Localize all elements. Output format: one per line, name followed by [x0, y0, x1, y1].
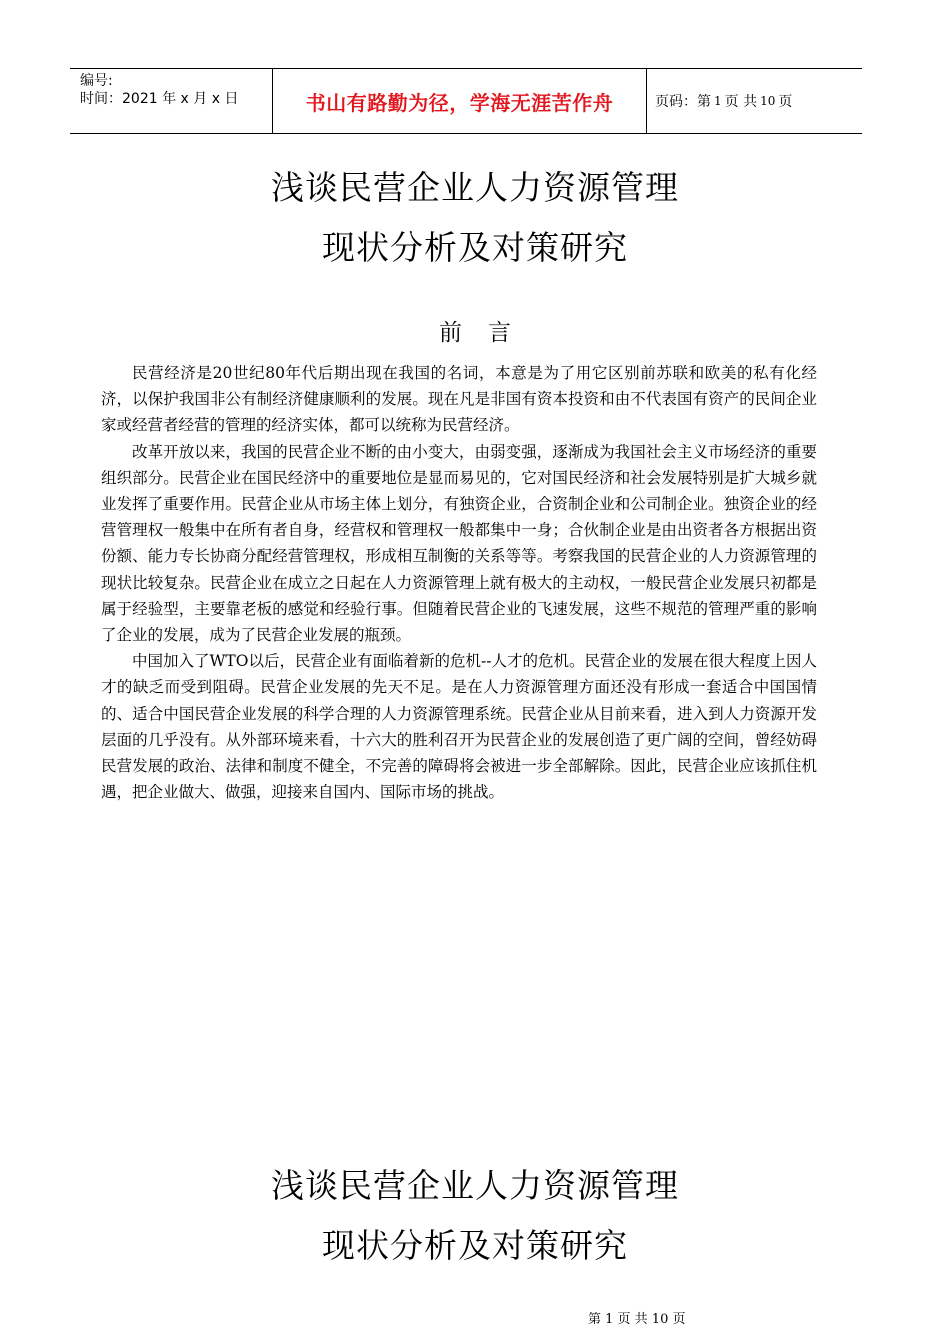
title-repeat-line-2: 现状分析及对策研究 — [322, 1226, 628, 1265]
header-meta — [70, 69, 273, 133]
preface-heading-char-1: 前 — [439, 320, 462, 346]
preface-paragraph-2: 改革开放以来，我国的民营企业不断的由小变大，由弱变强，逐渐成为我国社会主义市场经济的重要组织部分。民营企业在国民经济中的重要地位是显而易见的，它对国民经济和社会发展特别是扩大城乡就业发挥了重要作用。民营企业从市场主体上划分，有独资企业，合资制企业和公司制企业。独资企业的经营管理权一般集中在所有者自身，经营权和管理权一般都集中一身；合伙制企业是由出资者各方根据出资份额、能力专长协商分配经营管理权，形成相互制衡的关系等等。考察我国的民营企业的人力资源管理的现状比较复杂。民营企业在成立之日起在人力资源管理上就有极大的主动权，一般民营企业发展只初都是属于经验型，主要靠老板的感觉和经验行事。但随着民营企业的飞速发展，这些不规范的管理严重的影响了企业的发展，成为了民营企业发展的瓶颈。 — [101, 442, 817, 645]
preface-heading — [0, 318, 950, 348]
preface-paragraph-1: 民营经济是20世纪80年代后期出现在我国的名词，本意是为了用它区别前苏联和欧美的私有化经济，以保护我国非公有制经济健康顺利的发展。现在凡是非国有资本投资和由不代表国有资产的民间企业家或经营者经营的管理的经济实体，都可以统称为民营经济。 — [101, 364, 817, 435]
title-line-1: 浅谈民营企业人力资源管理 — [271, 168, 679, 207]
preface-heading-char-2: 言 — [488, 320, 511, 346]
preface-paragraph-3: 中国加入了WTO以后，民营企业有面临着新的危机--人才的危机。民营企业的发展在很大程度上因人才的缺乏而受到阻碍。民营企业发展的先天不足。是在人力资源管理方面还没有形成一套适合中国国情的、适合中国民营企业发展的科学合理的人力资源管理系统。民营企业从目前来看，进入到人力资源开发层面的几乎没有。从外部环境来看，十六大的胜利召开为民营企业的发展创造了更广阔的空间，曾经妨碍民营发展的政治、法律和制度不健全，不完善的障碍将会被进一步全部解除。因此，民营企业应该抓住机遇，把企业做大、做强，迎接来自国内、国际市场的挑战。 — [101, 652, 817, 802]
preface-body — [101, 360, 817, 805]
document-title-repeat — [0, 1156, 950, 1276]
page-suffix: 页 — [778, 94, 793, 110]
title-line-2: 现状分析及对策研究 — [322, 228, 628, 267]
page-prefix: 页码：第 — [655, 94, 711, 110]
page-current: 1 — [714, 94, 722, 108]
page-footer: 第 1 页 共 10 页 — [588, 1312, 686, 1327]
header-page-info — [647, 69, 862, 133]
page-header — [70, 68, 862, 134]
page-total: 10 — [760, 94, 776, 108]
document-time-label: 时间：2021 年 x 月 x 日 — [80, 91, 239, 107]
document-title — [0, 158, 950, 278]
document-number-label: 编号: — [80, 73, 113, 89]
page-middle: 页 共 — [724, 94, 758, 110]
header-motto: 书山有路勤为径，学海无涯苦作舟 — [273, 69, 647, 133]
title-repeat-line-1: 浅谈民营企业人力资源管理 — [271, 1166, 679, 1205]
